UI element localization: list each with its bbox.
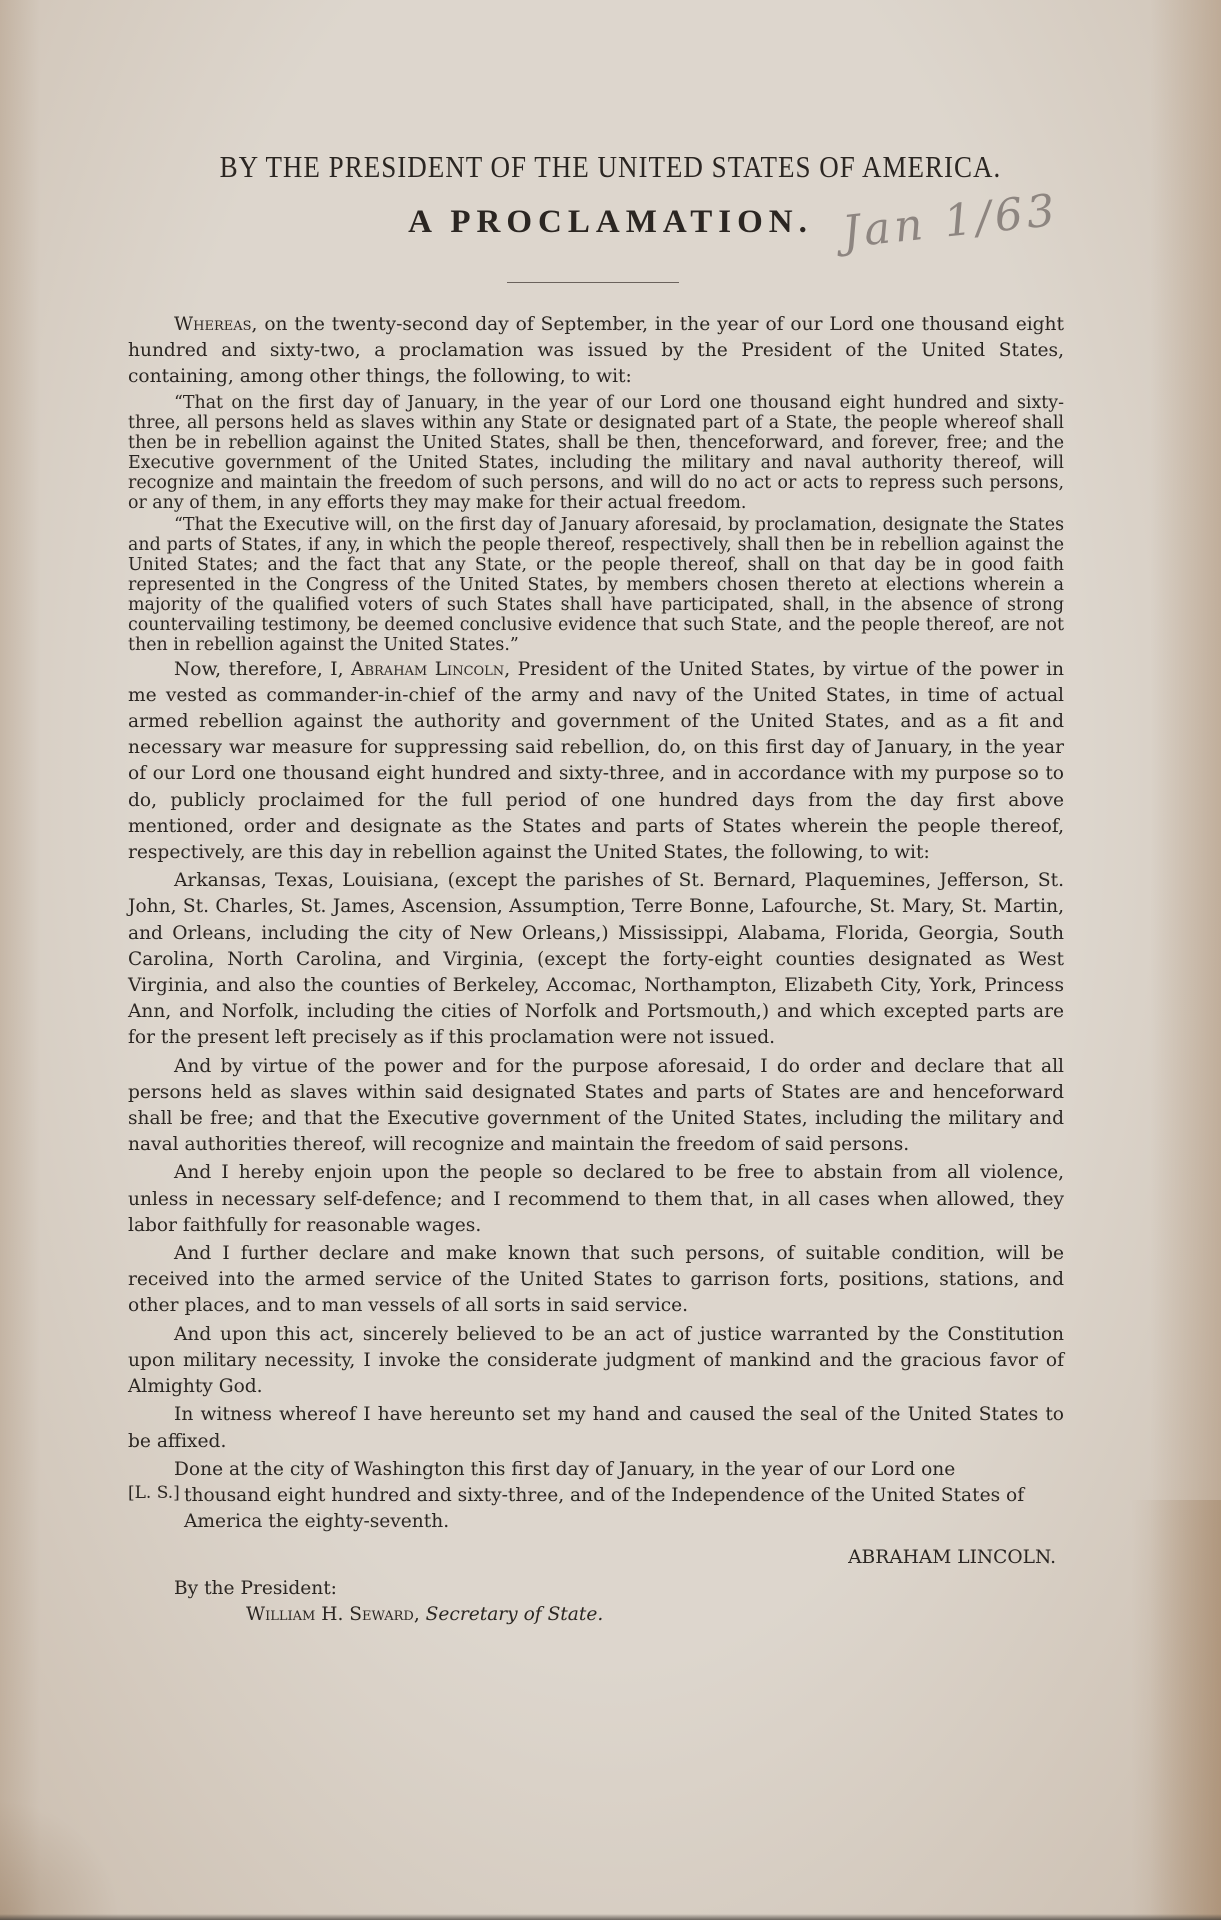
secretary-signature: William H. Seward, Secretary of State. — [246, 1604, 604, 1626]
done-line-3: America the eighty-seventh. — [184, 1511, 450, 1533]
president-signature: ABRAHAM LINCOLN. — [848, 1547, 1056, 1569]
paragraph-justice: And upon this act, sincerely believed to be an act of justice warranted by the Constitution upon military necessity, I invoke the considerate judgment of mankind and the gracious favor of Almighty God. — [128, 1323, 1064, 1398]
paragraph-states-list: Arkansas, Texas, Louisiana, (except the parishes of St. Bernard, Plaquemines, Jefferson, St. John, St. Charles, St. James, Ascension, Assumption, Terre Bonne, Lafourche, St. Mary, St. Martin, and Orleans, including the city of New Orleans,) Mississippi, Alabama, Florida, Georgia, South Carolina, North Carolina, and Virginia, (except the forty-eight counties designated as West Virginia, and also the counties of Berkeley, Accomac, Northampton, Elizabeth City, York, Princess Ann, and Norfolk, including the cities of Norfolk and Portsmouth,) and which excepted parts are for the present left precisely as if this proclamation were not issued. — [128, 870, 1064, 1049]
paragraph-now-therefore — [128, 657, 1064, 867]
paragraph-text: , President of the United States, by virtue of the power in me vested as commander-in-chief of the army and navy of the United States, in time of actual armed rebellion against the authority and government of the United States, and as a fit and necessary war measure for suppressing said rebellion, do, on this first day of January, in the year of our Lord one thousand eight hundred and sixty-three, and in accordance with my purpose so to do, publicly proclaimed for the full period of one hundred days from the day first above mentioned, order and designate as the States and parts of States wherein the people thereof, respectively, are this day in rebellion against the United States, the following, to wit: — [128, 658, 1064, 864]
paper-edge — [0, 1914, 1221, 1920]
done-at-block — [128, 1457, 1064, 1536]
president-name-inline: Abraham Lincoln — [351, 658, 505, 680]
handwritten-date: Jan 1/63 — [839, 184, 1062, 259]
done-line-1: Done at the city of Washington this first day of January, in the year of our Lord one — [174, 1458, 956, 1480]
header-title: BY THE PRESIDENT OF THE UNITED STATES OF AMERICA. — [219, 150, 1002, 184]
secretary-title: Secretary of State. — [425, 1604, 604, 1626]
seal-mark: [L. S.] — [128, 1482, 180, 1503]
paper-stain — [0, 1800, 120, 1920]
done-line-2: thousand eight hundred and sixty-three, and of the Independence of the United States of — [184, 1484, 1025, 1506]
quoted-paragraph-1: “That on the first day of January, in the year of our Lord one thousand eight hundred and sixty-three, all persons held as slaves within any State or designated part of a State, the people whereof shall then be in rebellion against the United States, shall be then, thenceforward, and forever, free; and the Executive government of the United States, including the military and naval authority thereof, will recognize and maintain the freedom of such persons, and will do no act or acts to repress such persons, or any of them, in any efforts they may make for their actual freedom. — [128, 392, 1064, 513]
paragraph-whereas — [128, 312, 1064, 391]
lead-word: Whereas — [174, 314, 252, 335]
paper-stain — [1131, 1500, 1221, 1920]
quoted-paragraph-2: “That the Executive will, on the first day of January aforesaid, by proclamation, designate the States and parts of States, if any, in which the people thereof, respectively, shall then be in rebellion against the United States; and the fact that any State, or the people thereof, shall on that day be in good faith represented in the Congress of the United States, by members chosen thereto at elections wherein a majority of the qualified voters of such States shall have participated, shall, in the absence of strong countervailing testimony, be deemed conclusive evidence that such State, and the people thereof, are not then in rebellion against the United States.” — [128, 514, 1064, 655]
proclamation-body — [128, 312, 1064, 1629]
paragraph-witness: In witness whereof I have hereunto set my hand and caused the seal of the United States to be affixed. — [128, 1404, 1064, 1452]
paragraph-text: , on the twenty-second day of September, in the year of our Lord one thousand eight hundred and sixty-two, a proclamation was issued by the President of the United States, containing, among other things, the following, to wit: — [128, 314, 1064, 388]
done-at-paragraph — [128, 1457, 1064, 1536]
paragraph-armed-service: And I further declare and make known that such persons, of suitable condition, will be received into the armed service of the United States to garrison forts, positions, stations, and other places, and to man vessels of all sorts in said service. — [128, 1243, 1064, 1317]
proclamation-heading: A PROCLAMATION. — [408, 204, 813, 240]
paragraph-enjoin: And I hereby enjoin upon the people so declared to be free to abstain from all violence, unless in necessary self-defence; and I recommend to them that, in all cases when allowed, they labor faithfully for reasonable wages. — [128, 1162, 1064, 1236]
paragraph-order: And by virtue of the power and for the purpose aforesaid, I do order and declare that all persons held as slaves within said designated States and parts of States are and henceforward shall be free; and that the Executive government of the United States, including the military and naval authorities thereof, will recognize and maintain the freedom of said persons. — [128, 1055, 1064, 1156]
paragraph-text: Now, therefore, I, — [174, 658, 352, 680]
by-the-president: By the President: — [174, 1578, 337, 1600]
divider-rule — [507, 282, 679, 283]
secretary-name: William H. Seward — [246, 1604, 414, 1626]
